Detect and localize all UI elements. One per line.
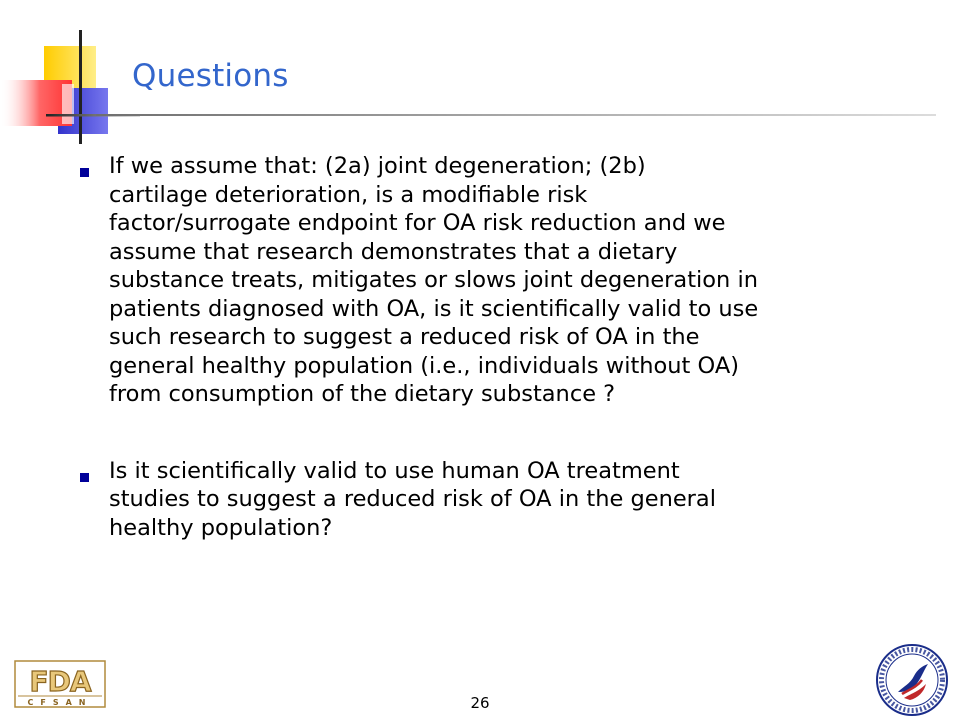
bullet-item — [80, 152, 940, 409]
bullet-item — [80, 457, 940, 543]
fda-logo — [14, 660, 106, 708]
svg-text:CFSAN: CFSAN — [27, 698, 93, 707]
bullet-list — [80, 152, 940, 542]
svg-text:FDA: FDA — [29, 665, 91, 698]
square-bullet-icon — [80, 168, 89, 177]
slide-title: Questions — [132, 58, 289, 94]
hhs-eagle-seal — [874, 642, 950, 718]
square-bullet-icon — [80, 473, 89, 482]
title-underline — [96, 114, 936, 116]
bullet-text: Is it scientifically valid to use human OA treatment studies to suggest a reduced risk of OA in the general healthy population? — [109, 457, 716, 541]
bullet-text: If we assume that: (2a) joint degeneration; (2b) cartilage deterioration, is a modifiable risk factor/surrogate endpoint for OA risk reduction and we assume that research demonstrates that a dietary substance treats, mitigates or slows joint degeneration in patients diagnosed with OA, is it scientifically valid to use such research to suggest a reduced risk of OA in the general healthy population (i.e., individuals without OA) from consumption of the dietary substance ? — [109, 153, 759, 407]
corner-decoration — [0, 0, 140, 150]
page-number: 26 — [470, 694, 490, 712]
